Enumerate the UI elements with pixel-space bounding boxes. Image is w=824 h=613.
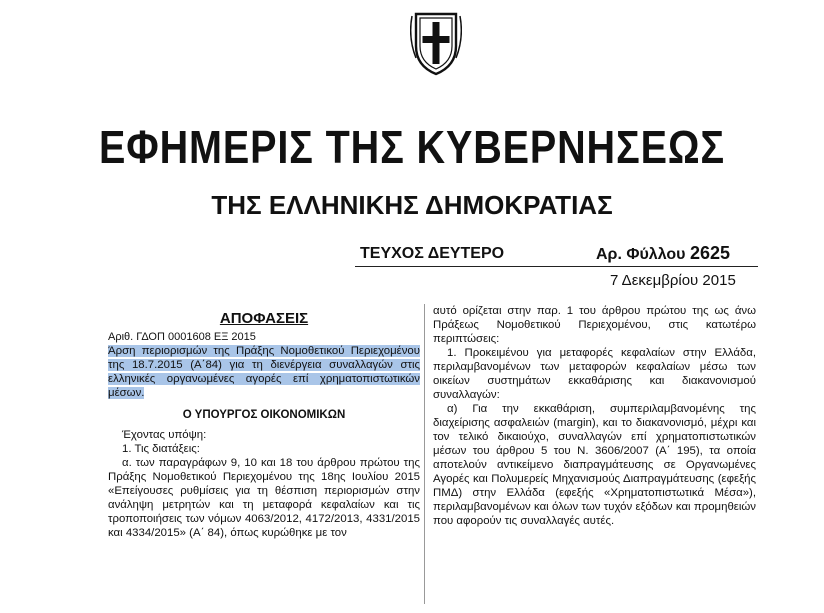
decision-number: Αριθ. ΓΔΟΠ 0001608 ΕΞ 2015 <box>108 331 256 343</box>
having-regard: Έχοντας υπόψη: <box>122 429 207 441</box>
paragraph-continuation: αυτό ορίζεται στην παρ. 1 του άρθρου πρώτου της ως άνω Πράξεως Νομοθετικού Περιεχομένου, στις κατωτέρω περιπτώσεις: <box>433 305 756 345</box>
minister-heading: Ο ΥΠΟΥΡΓΟΣ ΟΙΚΟΝΟΜΙΚΩΝ <box>182 409 346 421</box>
paragraph-1: 1. Προκειμένου για μεταφορές κεφαλαίων στην Ελλάδα, περιλαμβανομένων των μεταφορών κεφαλαίων μέσω των οικείων συστημάτων εκκαθάρισης και διακανονισμού συναλλαγών: <box>433 347 756 401</box>
decision-subject-text[interactable]: Άρση περιορισμών της Πράξης Νομοθετικού Περιεχομένου της 18.7.2015 (Α΄84) για τη διενέργεια συναλλαγών στις ελληνικές οργανωμένες αγορές επί χρηματοπιστωτικών μέσων. <box>108 345 420 399</box>
item-a: α. των παραγράφων 9, 10 και 18 του άρθρου πρώτου της Πράξης Νομοθετικού Περιεχομένου της 18ης Ιουλίου 2015 «Επείγουσες ρυθμίσεις για τη θέσπιση περιορισμών στην ανάληψη μετρητών και τη μεταφορά κεφαλαίων και τις τροποποιήσεις των νόμων 4063/2012, 4172/2013, 4331/2015 και 4334/2015» (Α΄ 84), όπως κυρώθηκε με τον <box>108 457 420 539</box>
sheet-label: Αρ. Φύλλου <box>596 246 686 263</box>
sheet-number-value: 2625 <box>689 243 730 263</box>
header-rule <box>355 266 758 267</box>
paragraph-a: α) Για την εκκαθάριση, συμπεριλαμβανομένης της διαχείρισης ασφαλειών (margin), και το διακανονισμό, μέχρι και τον τελικό δικαιούχο, συναλλαγών επί χρηματοπιστωτικών μέσων του άρθρου 5 του Ν. 3606/2007 (Α΄ 195), τα οποία αποτελούν αντικείμενο διαπραγμάτευσης σε Οργανωμένες Αγορές και Πολυμερείς Μηχανισμούς Διαπραγμάτευσης (εφεξής ΠΜΔ) στην Ελλάδα (εφεξής «Χρηματοπιστωτικά Μέσα»), περιλαμβανομένων και όλων των τυχόν εξόδων και προμηθειών που αφορούν τις συναλλαγές αυτές. <box>433 403 756 527</box>
coat-of-arms-emblem <box>410 8 462 78</box>
gazette-title: ΕΦΗΜΕΡΙΣ ΤΗΣ ΚΥΒΕΡΝΗΣΕΩΣ <box>99 121 725 173</box>
sheet-number <box>596 243 730 264</box>
issue-date: 7 Δεκεμβρίου 2015 <box>610 272 736 289</box>
item-1: 1. Τις διατάξεις: <box>122 443 200 455</box>
decision-subject <box>108 344 420 400</box>
column-divider <box>424 304 425 604</box>
left-column <box>108 312 420 540</box>
right-column <box>433 304 756 528</box>
issue-label: ΤΕΥΧΟΣ ΔΕΥΤΕΡΟ <box>360 245 505 262</box>
gazette-subtitle: ΤΗΣ ΕΛΛΗΝΙΚΗΣ ΔΗΜΟΚΡΑΤΙΑΣ <box>211 190 613 220</box>
section-heading: ΑΠΟΦΑΣΕΙΣ <box>219 310 309 327</box>
